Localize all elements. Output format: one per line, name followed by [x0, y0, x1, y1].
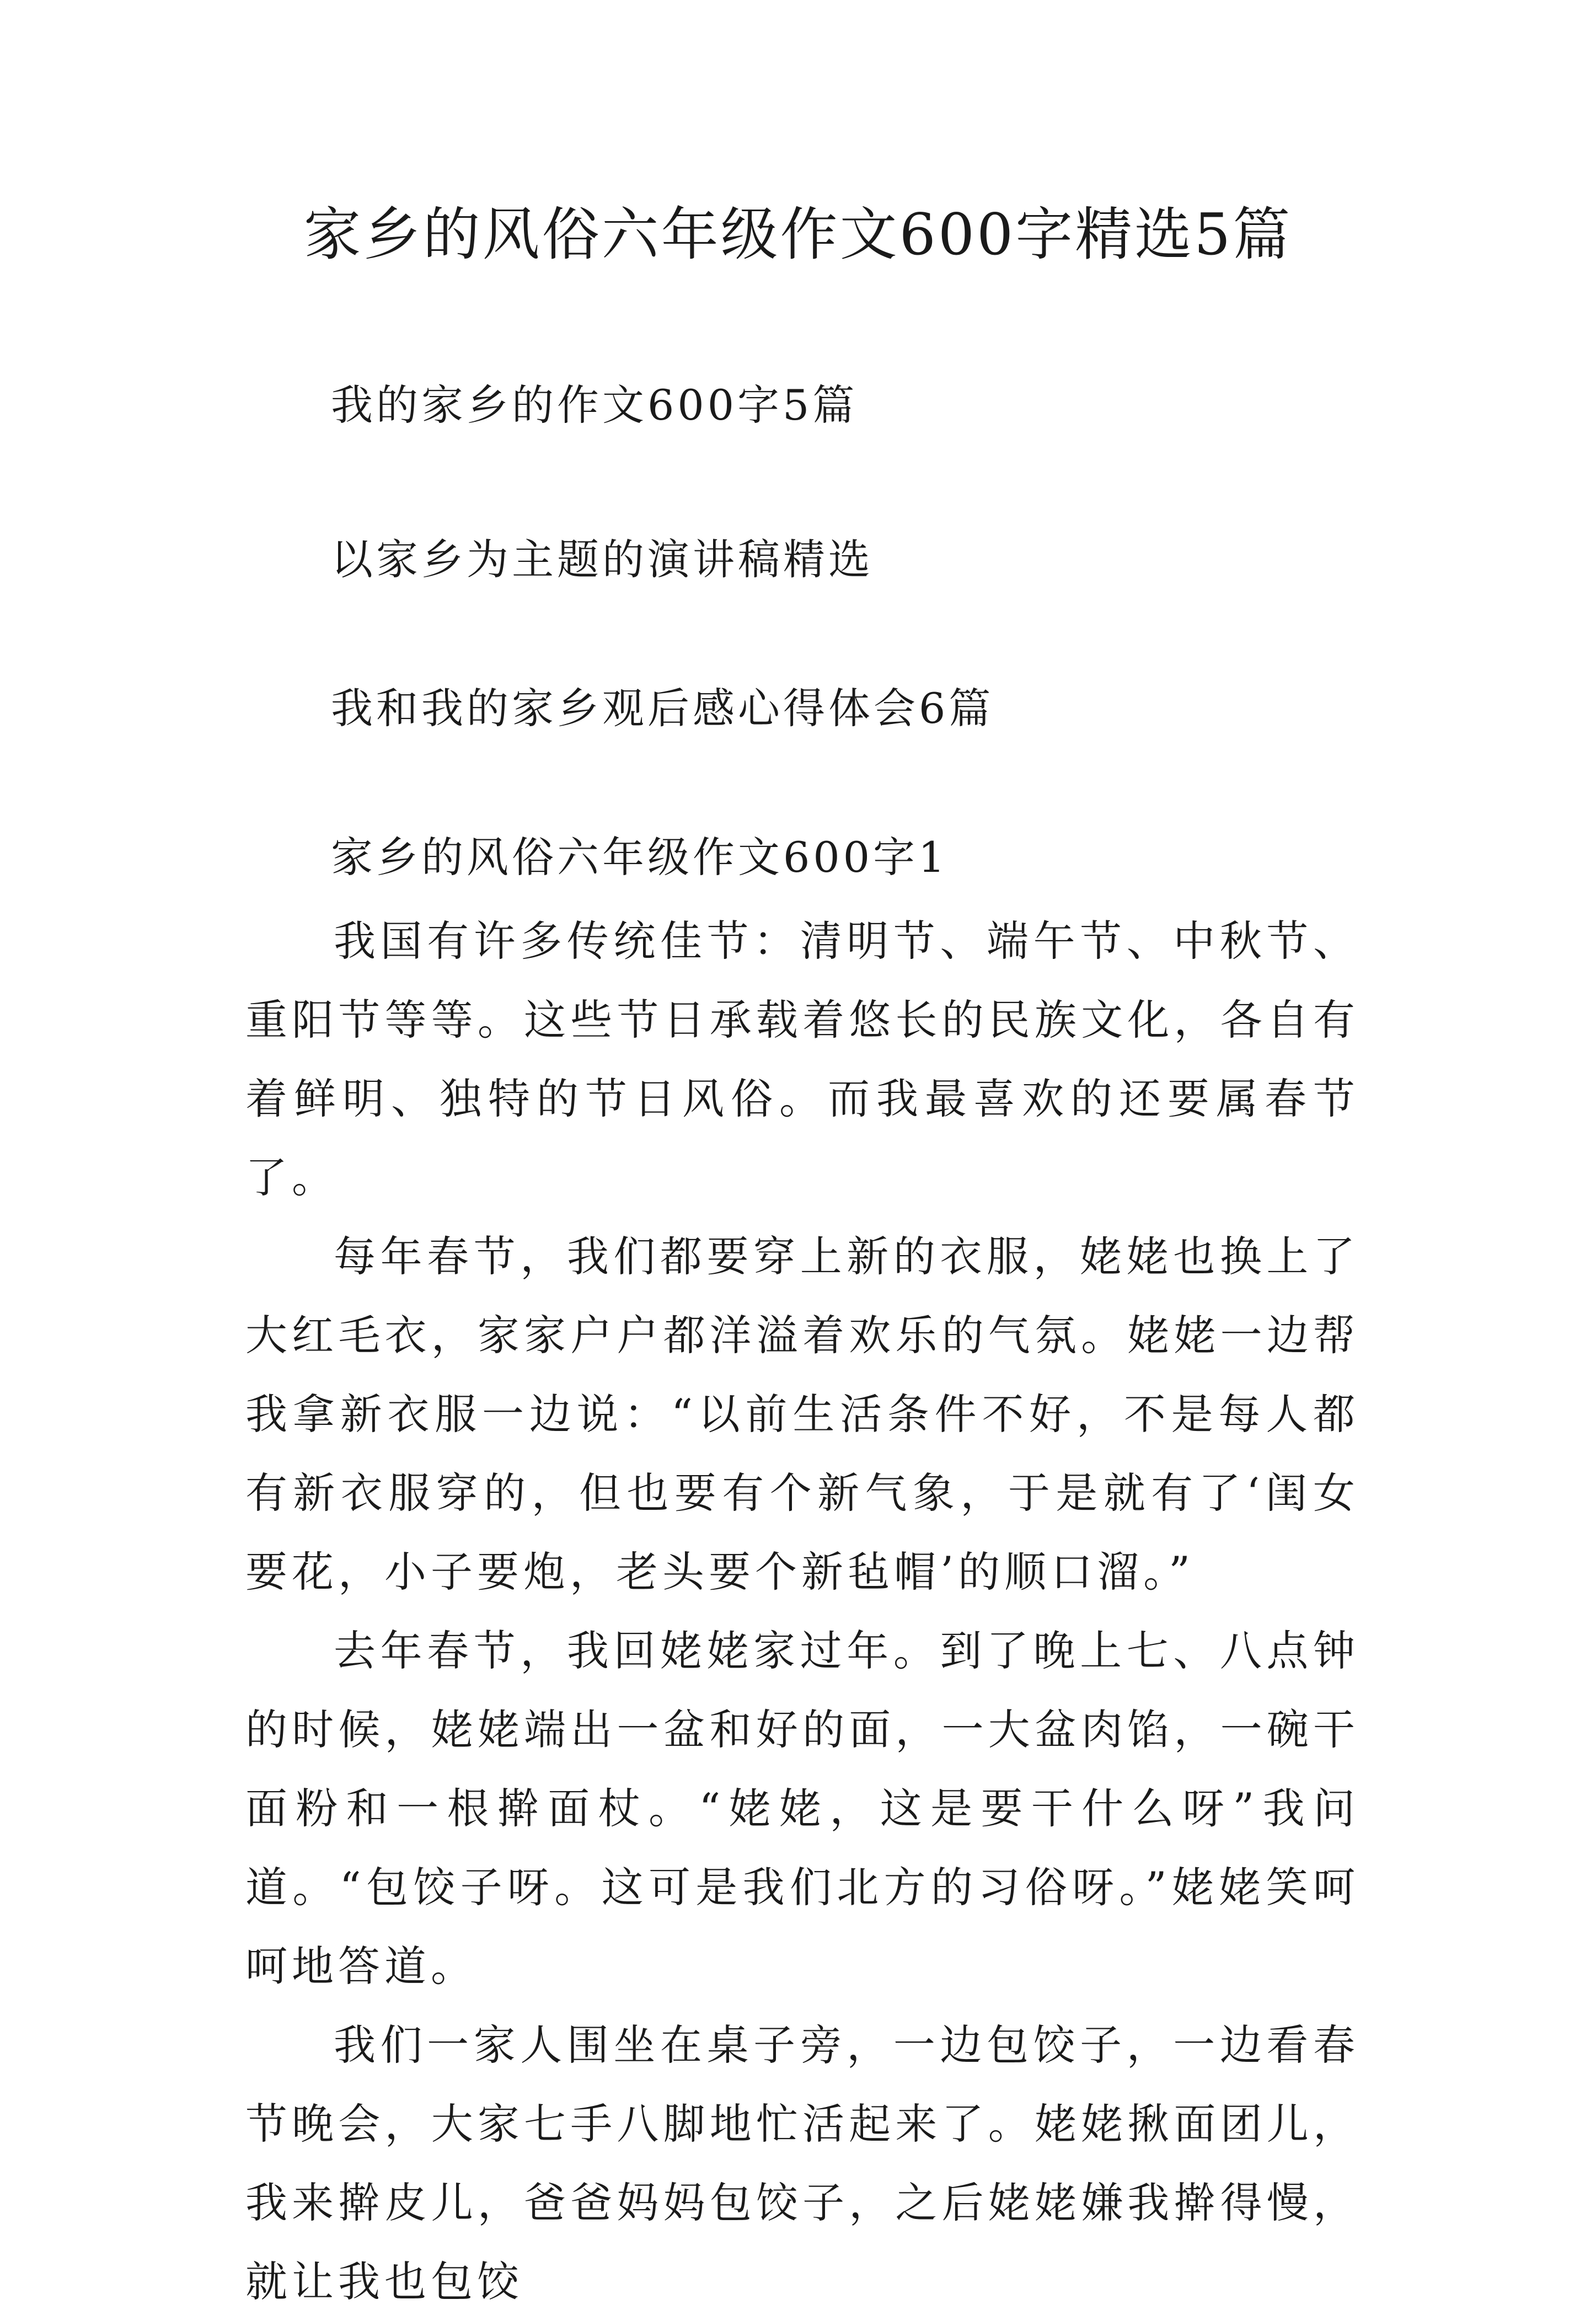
- related-link-3[interactable]: 我和我的家乡观后感心得体会6篇: [331, 684, 994, 733]
- paragraph: 每年春节，我们都要穿上新的衣服，姥姥也换上了大红毛衣，家家户户都洋溢着欢乐的气氛。姥姥一边帮我拿新衣服一边说：“以前生活条件不好，不是每人都有新衣服穿的，但也要有个新气象，于是就有了‘闺女要花，小子要炮，老头要个新毡帽’的顺口溜。”: [245, 1232, 1359, 1596]
- section-heading: 家乡的风俗六年级作文600字1: [331, 833, 949, 882]
- related-link-2[interactable]: 以家乡为主题的演讲稿精选: [331, 535, 874, 584]
- related-link-1[interactable]: 我的家乡的作文600字5篇: [331, 380, 858, 430]
- article-body: [245, 902, 1359, 2321]
- paragraph: 去年春节，我回姥姥家过年。到了晚上七、八点钟的时候，姥姥端出一盆和好的面，一大盆肉馅，一碗干面粉和一根擀面杖。“姥姥，这是要干什么呀”我问道。“包饺子呀。这可是我们北方的习俗呀。”姥姥笑呵呵地答道。: [245, 1626, 1359, 1991]
- paragraph: 我国有许多传统佳节：清明节、端午节、中秋节、重阳节等等。这些节日承载着悠长的民族文化，各自有着鲜明、独特的节日风俗。而我最喜欢的还要属春节了。: [245, 916, 1359, 1202]
- document-title: 家乡的风俗六年级作文600字精选5篇: [303, 201, 1293, 268]
- paragraph: 我们一家人围坐在桌子旁，一边包饺子，一边看春节晚会，大家七手八脚地忙活起来了。姥姥揪面团儿，我来擀皮儿，爸爸妈妈包饺子，之后姥姥嫌我擀得慢，就让我也包饺: [245, 2020, 1359, 2306]
